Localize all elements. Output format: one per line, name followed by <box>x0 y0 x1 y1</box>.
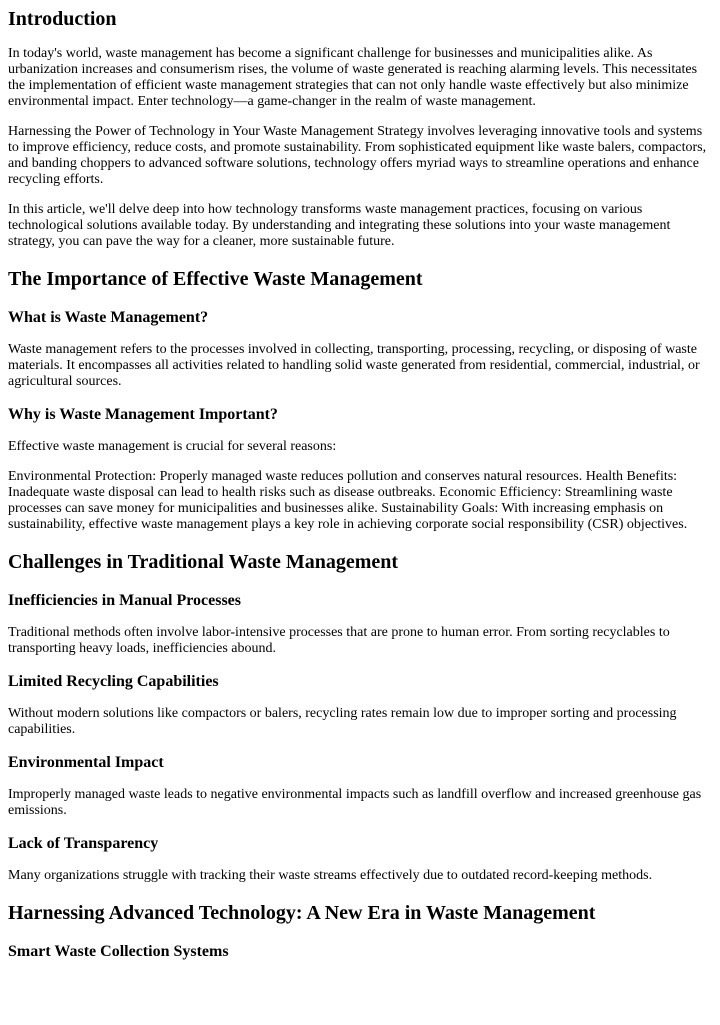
challenge-heading: Limited Recycling Capabilities <box>8 673 219 690</box>
challenge-paragraph: Without modern solutions like compactors or balers, recycling rates remain low due to improper sorting and processing capabilities. <box>8 706 677 737</box>
challenge-paragraph: Many organizations struggle with tracking their waste streams effectively due to outdated record-keeping methods. <box>8 868 653 883</box>
what-paragraph: Waste management refers to the processes involved in collecting, transporting, processing, recycling, or disposing of waste materials. It encompasses all activities related to handling solid waste generated from residential, commercial, industrial, or agricultural sources. <box>8 342 700 389</box>
article <box>0 8 720 961</box>
intro-heading: Introduction <box>8 8 117 30</box>
intro-paragraph-1: In today's world, waste management has become a significant challenge for businesses and municipalities alike. As urbanization increases and consumerism rises, the volume of waste generated is reaching alarming levels. This necessitates the implementation of efficient waste management strategies that can not only handle waste effectively but also minimize environmental impact. Enter technology—a game-changer in the realm of waste management. <box>8 46 698 109</box>
challenge-heading: Environmental Impact <box>8 754 164 771</box>
technology-heading: Harnessing Advanced Technology: A New Era in Waste Management <box>8 902 596 924</box>
importance-heading: The Importance of Effective Waste Management <box>8 268 423 290</box>
why-reasons-paragraph: Environmental Protection: Properly managed waste reduces pollution and conserves natural resources. Health Benefits: Inadequate waste disposal can lead to health risks such as disease outbreaks. Economic Efficiency: Streamlining waste processes can save money for municipalities and businesses alike. Sustainability Goals: With increasing emphasis on sustainability, effective waste management plays a key role in achieving corporate social responsibility (CSR) objectives. <box>8 469 688 532</box>
why-heading: Why is Waste Management Important? <box>8 406 278 423</box>
intro-paragraph-3: In this article, we'll delve deep into how technology transforms waste management practices, focusing on various technological solutions available today. By understanding and integrating these solutions into your waste management strategy, you can pave the way for a cleaner, more sustainable future. <box>8 202 671 249</box>
challenge-paragraph: Improperly managed waste leads to negative environmental impacts such as landfill overflow and increased greenhouse gas emissions. <box>8 787 702 818</box>
what-heading: What is Waste Management? <box>8 309 209 326</box>
challenges-heading: Challenges in Traditional Waste Management <box>8 551 399 573</box>
challenge-heading: Inefficiencies in Manual Processes <box>8 592 242 609</box>
why-intro-paragraph: Effective waste management is crucial for several reasons: <box>8 439 337 454</box>
challenge-heading: Lack of Transparency <box>8 835 159 852</box>
smart-collection-heading: Smart Waste Collection Systems <box>8 943 229 960</box>
challenge-paragraph: Traditional methods often involve labor-intensive processes that are prone to human error. From sorting recyclables to transporting heavy loads, inefficiencies abound. <box>8 625 670 656</box>
intro-paragraph-2: Harnessing the Power of Technology in Your Waste Management Strategy involves leveraging innovative tools and systems to improve efficiency, reduce costs, and promote sustainability. From sophisticated equipment like waste balers, compactors, and banding choppers to advanced software solutions, technology offers myriad ways to streamline operations and enhance recycling efforts. <box>8 124 707 187</box>
